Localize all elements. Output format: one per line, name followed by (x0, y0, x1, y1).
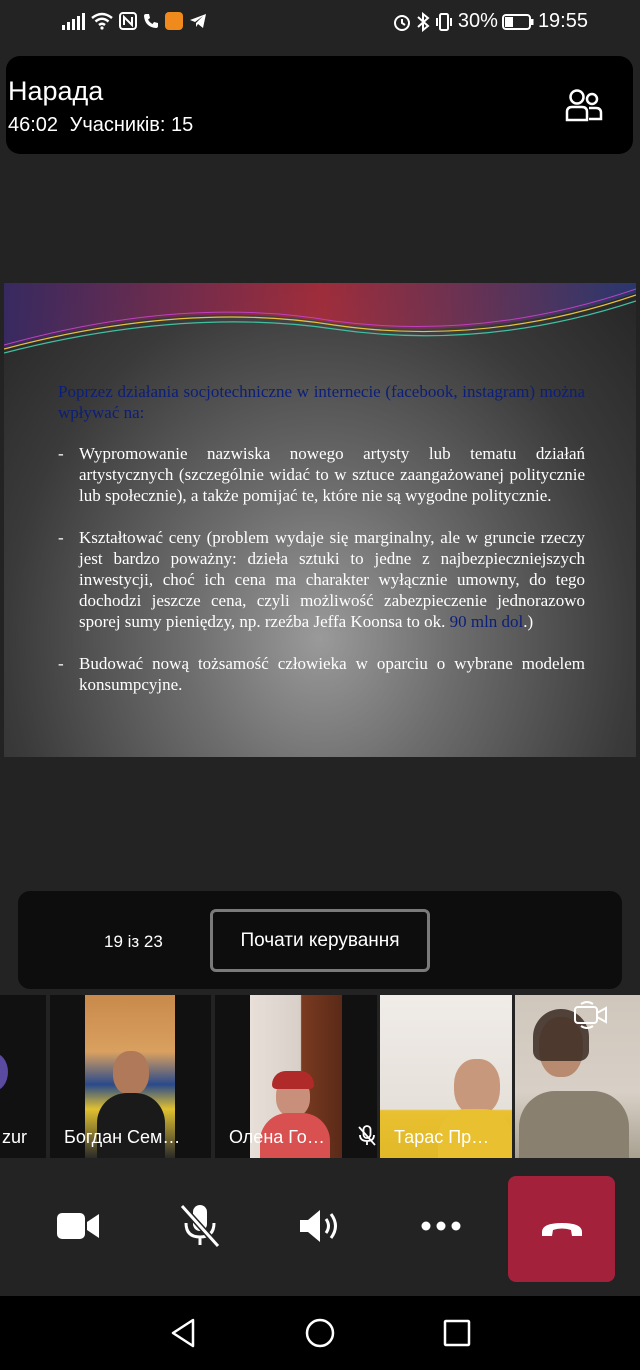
slide-bullet (58, 527, 585, 632)
navigation-bar (0, 1296, 640, 1370)
participant-tile[interactable] (380, 995, 512, 1158)
participant-face (113, 1051, 149, 1095)
participant-tile-self[interactable] (515, 995, 640, 1158)
participant-hair (272, 1071, 314, 1089)
app-notification-icon (165, 12, 183, 30)
participant-name: zur (2, 1127, 28, 1147)
presenter-bar (18, 891, 622, 989)
status-bar (0, 0, 640, 48)
meeting-header (6, 56, 633, 154)
participant-strip[interactable] (0, 995, 640, 1158)
slide-decoration (4, 283, 636, 363)
camera-button[interactable] (48, 1196, 108, 1256)
nfc-icon (119, 12, 137, 30)
participant-tile[interactable] (0, 995, 46, 1158)
avatar (0, 1053, 8, 1091)
bullet-end: .) (523, 612, 534, 631)
more-button[interactable] (411, 1196, 471, 1256)
page-indicator: 19 із 23 (104, 932, 163, 951)
speaker-button[interactable] (290, 1196, 350, 1256)
shared-slide (4, 283, 636, 757)
bullet-dash: - (58, 528, 64, 547)
bullet-highlight: 90 mln dol (449, 612, 524, 631)
bullet-text: Kształtować ceny (problem wydaje się marginalny, ale w gruncie rzeczy jest bardzo poważny: dzieła sztuki to jedne z najbezpieczniejszych inwestycji, choć ich cena ma charakter wyłącznie umowny, do tego dochodzi jeszcze cena, czyli możliwość zabezpieczenie jednorazowo sporej sumy pieniędzy, np. rzeźba Jeffa Koonsa to ok. (79, 528, 585, 631)
participant-body (97, 1093, 165, 1158)
telegram-icon (189, 13, 207, 29)
bluetooth-icon (416, 12, 430, 32)
bullet-dash: - (58, 654, 64, 673)
alarm-icon (392, 12, 412, 32)
status-time: 19:55 (537, 10, 588, 32)
meeting-info (8, 114, 199, 137)
bullet-dash: - (58, 444, 64, 463)
participant-name: Богдан Сем… (64, 1127, 181, 1147)
recents-icon[interactable] (440, 1316, 474, 1350)
participant-tile[interactable] (215, 995, 377, 1158)
vibrate-icon (434, 12, 454, 32)
bullet-text: Budować nową tożsamość człowieka w oparciu o wybrane modelem konsumpcyjne. (79, 654, 585, 694)
participant-face (454, 1059, 500, 1115)
back-icon[interactable] (167, 1316, 201, 1350)
hang-up-icon (540, 1219, 584, 1239)
mute-button[interactable] (170, 1196, 230, 1256)
more-icon (421, 1221, 461, 1231)
signal-icon (62, 12, 85, 30)
participant-count: Учасників: 15 (69, 114, 194, 136)
people-icon[interactable] (565, 88, 603, 124)
participant-name: Тарас Пр… (394, 1127, 490, 1147)
hang-up-button[interactable] (508, 1176, 615, 1282)
participant-tile[interactable] (50, 995, 211, 1158)
battery-icon (502, 14, 534, 30)
slide-bullet (58, 653, 585, 695)
home-icon[interactable] (303, 1316, 337, 1350)
speaker-icon (298, 1208, 342, 1244)
call-controls (0, 1166, 640, 1294)
take-control-button[interactable]: Почати керування (210, 909, 430, 972)
switch-camera-icon[interactable] (573, 999, 609, 1031)
participant-body (519, 1091, 629, 1158)
slide-text (58, 381, 585, 716)
slide-intro: Poprzez działania socjotechniczne w internecie (facebook, instagram) można wpływać na: (58, 382, 585, 422)
battery-percent: 30% (457, 10, 498, 32)
status-right (392, 10, 588, 33)
status-left-icons (62, 12, 207, 30)
camera-icon (56, 1211, 100, 1241)
meeting-title: Нарада (8, 76, 104, 106)
mic-off-icon (357, 1125, 377, 1147)
bullet-text: Wypromowanie nazwiska nowego artysty lub tematu działań artystycznych (szczególnie widać to w sztuce zaangażowanej politycznie lub społecznie), a także pomijać te, które nie są wygodne politycznie. (79, 444, 585, 505)
mic-off-icon (178, 1203, 222, 1249)
call-icon (143, 13, 159, 29)
wifi-icon (91, 12, 113, 30)
participant-name: Олена Го… (229, 1127, 325, 1147)
slide-bullet (58, 443, 585, 506)
meeting-duration: 46:02 (8, 114, 59, 136)
